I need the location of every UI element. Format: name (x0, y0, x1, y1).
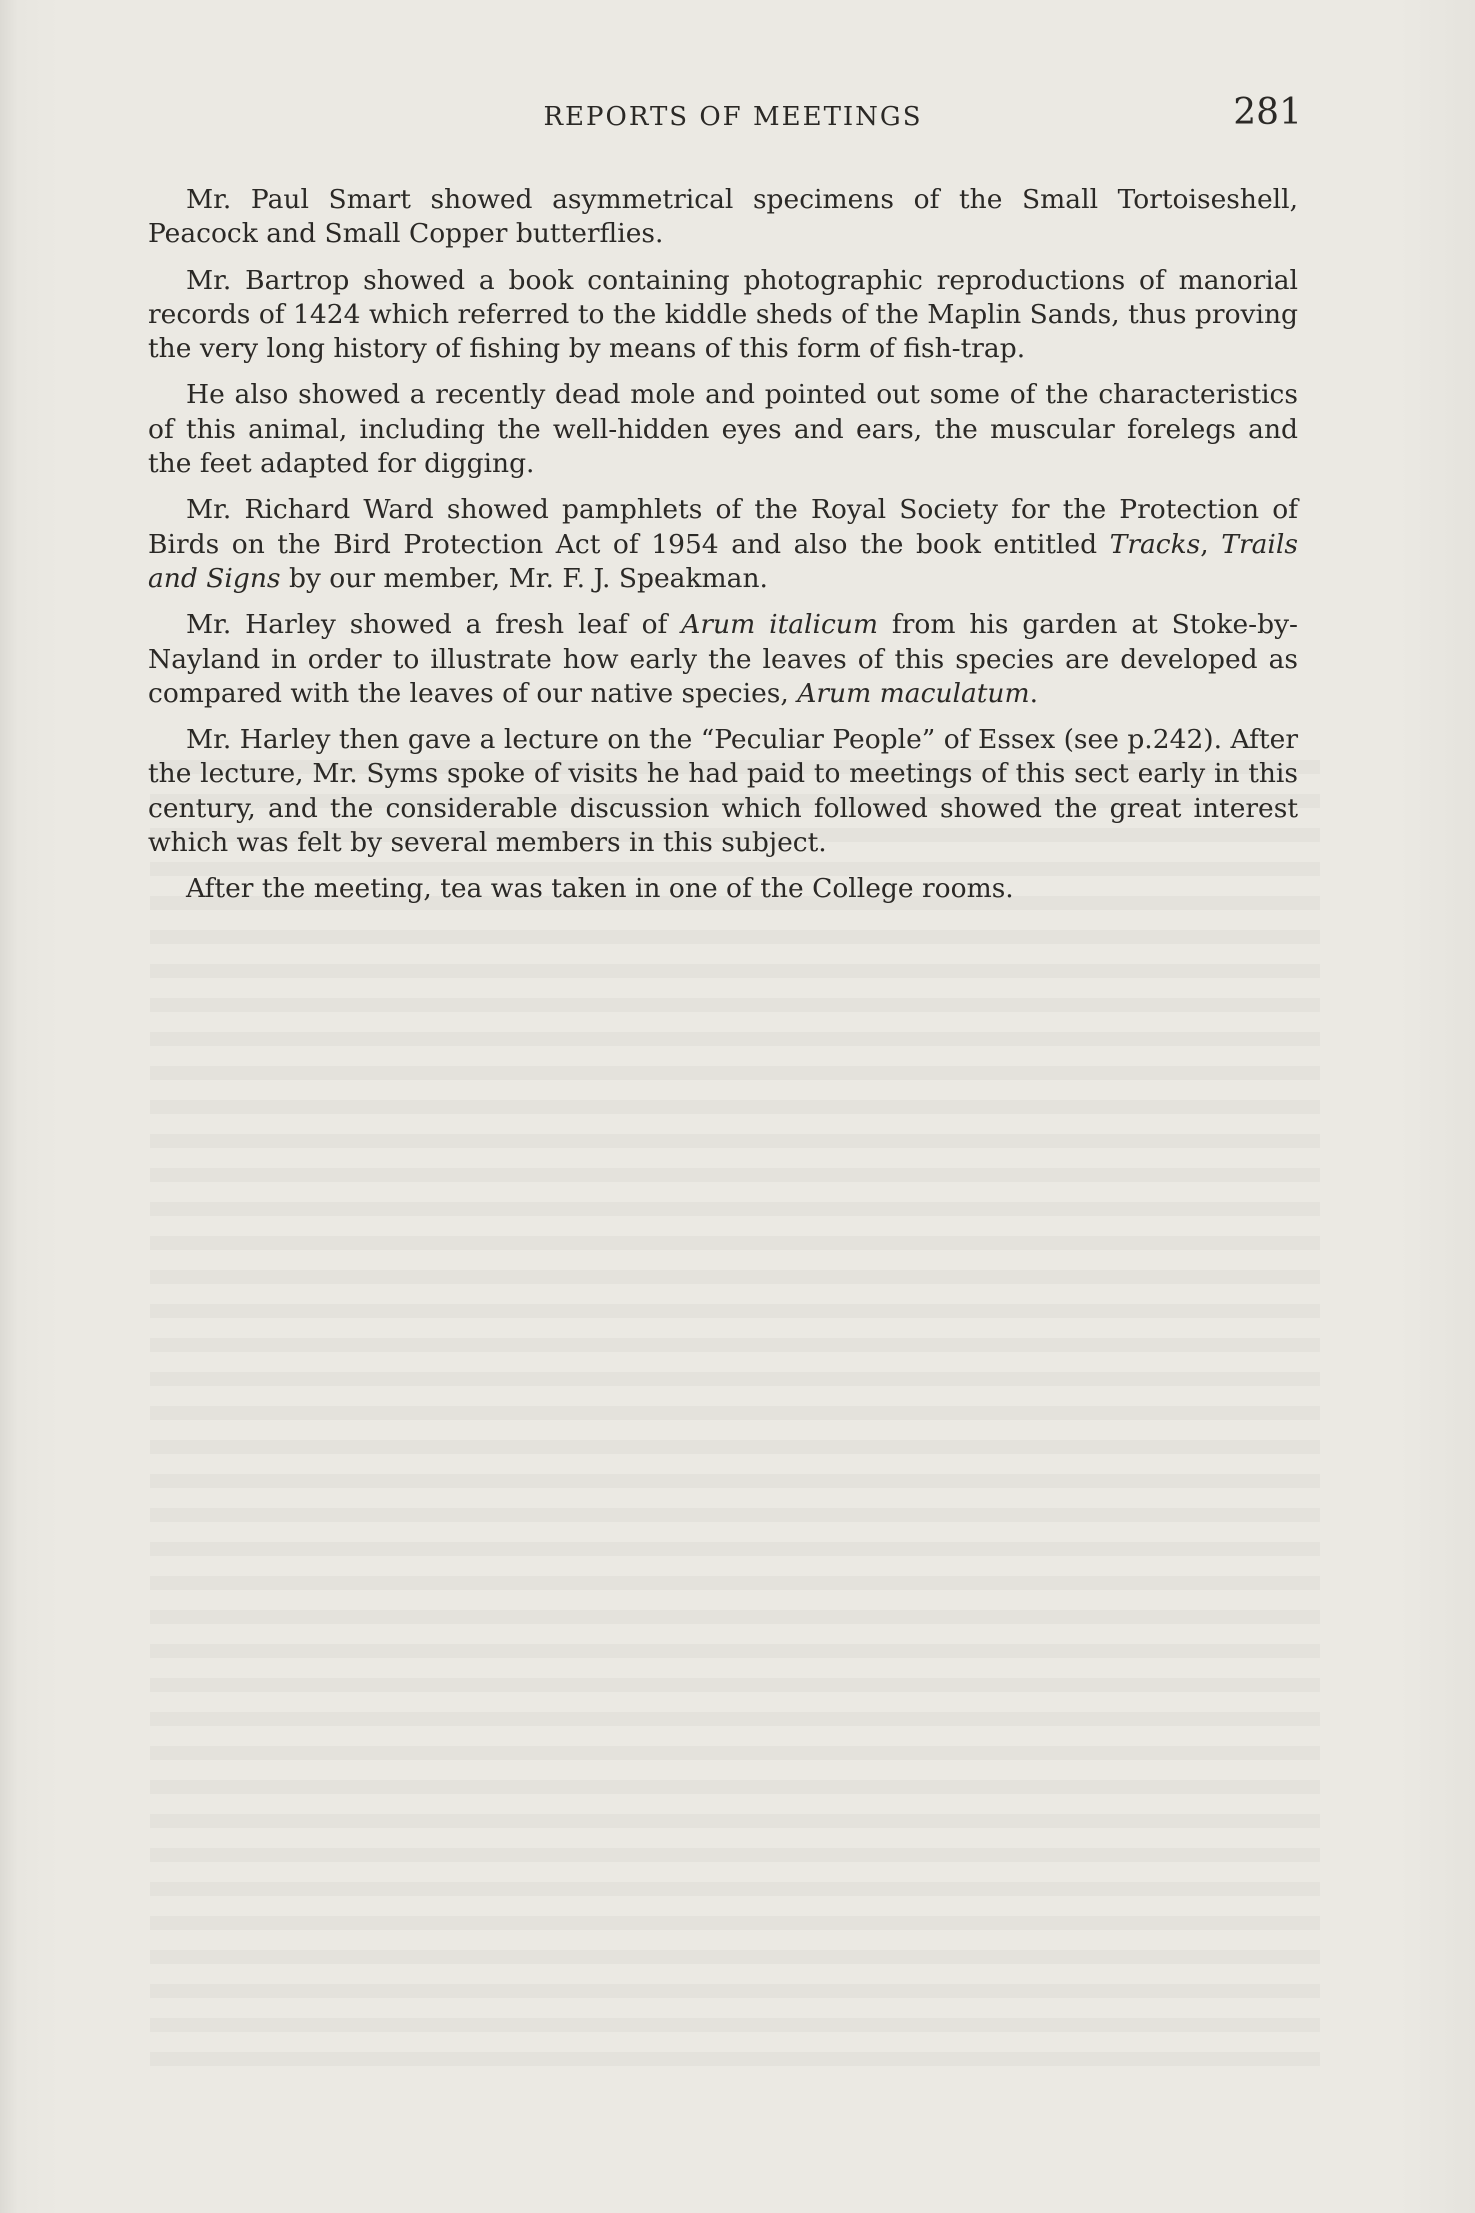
ward-text-comma: , (1200, 528, 1222, 560)
species-arum-italicum: Arum italicum (681, 609, 879, 641)
harley-text-c: . (1029, 677, 1039, 709)
paragraph-bartrop-mole: He also showed a recently dead mole and pointed out some of the characteristics of this animal, including the well-hidden eyes and ears, the muscular forelegs and the feet adapted for digging. (148, 379, 1298, 480)
book-title-trails-signs: Trails and Signs (148, 528, 1298, 594)
paragraph-ward-pamphlets (148, 493, 1298, 596)
book-title-tracks: Tracks (1109, 528, 1201, 560)
bleed-through-shadow (150, 760, 1320, 2080)
running-title: REPORTS OF MEETINGS (543, 102, 923, 132)
harley-text-b: from his garden at Stoke-by-Nayland in order to illustrate how early the leaves of this species are developed as compared with the leaves of our native species, (148, 609, 1298, 709)
paragraph-harley-arum (148, 608, 1298, 711)
running-header (148, 92, 1318, 140)
harley-text-a: Mr. Harley showed a fresh leaf of (186, 609, 682, 641)
paragraph-bartrop-manorial-records: Mr. Bartrop showed a book containing photographic reproductions of manorial records of 1424 which referred to the kiddle sheds of the Maplin Sands, thus proving the very long history of fishing by means of this form of fish-trap. (148, 264, 1298, 365)
species-arum-maculatum: Arum maculatum (797, 677, 1030, 709)
paragraph-tea: After the meeting, tea was taken in one of the College rooms. (186, 873, 1014, 905)
ward-text-a: Mr. Richard Ward showed pamphlets of the Royal Society for the Protection of Birds on the Bird Protection Act of 1954 and also the book entitled (148, 494, 1298, 560)
body-text (148, 183, 1298, 919)
ward-text-b: by our member, Mr. F. J. Speakman. (280, 562, 768, 594)
paragraph-smart-butterflies: Mr. Paul Smart showed asymmetrical specimens of the Small Tortoiseshell, Peacock and Small Copper butterflies. (148, 184, 1298, 250)
paragraph-harley-lecture: Mr. Harley then gave a lecture on the “Peculiar People” of Essex (see p.242). After the lecture, Mr. Syms spoke of visits he had paid to meetings of this sect early in this century, and the considerable discussion which followed showed the great interest which was felt by several members in this subject. (148, 724, 1298, 859)
page-number: 281 (1233, 92, 1302, 133)
